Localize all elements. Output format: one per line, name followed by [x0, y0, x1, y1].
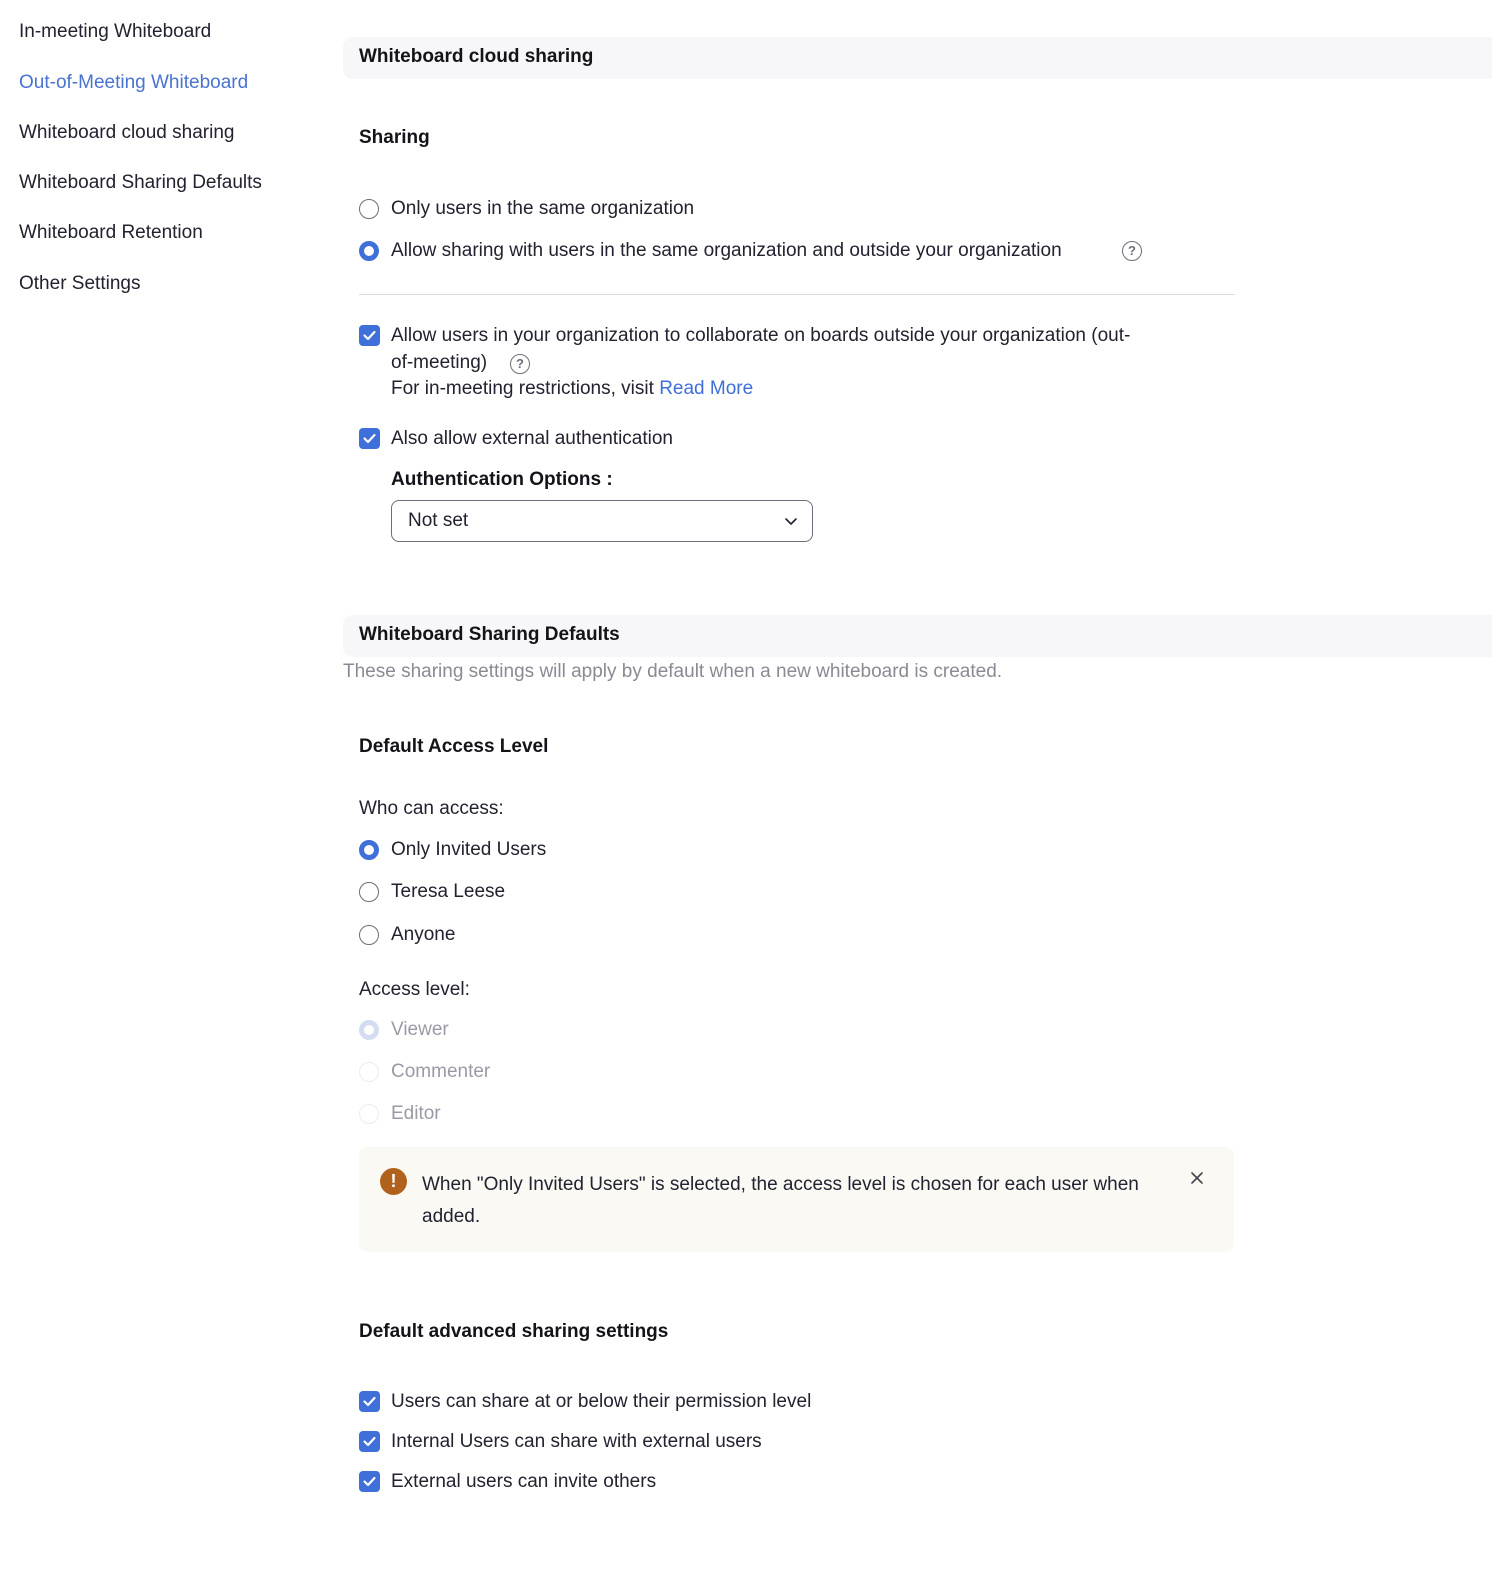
warning-icon: ! [380, 1168, 407, 1195]
auth-options-value: Not set [408, 510, 469, 531]
access-level-label: Access level: [359, 979, 470, 1000]
default-access-level-title: Default Access Level [359, 736, 549, 757]
internal-share-external-checkbox[interactable] [359, 1431, 380, 1452]
external-invite-others-label[interactable]: External users can invite others [391, 1471, 657, 1492]
external-auth-checkbox[interactable] [359, 428, 380, 449]
advanced-sharing-title: Default advanced sharing settings [359, 1321, 669, 1342]
collab-outside-label-line1[interactable]: Allow users in your organization to collaborate on boards outside your organization (out- [391, 325, 1131, 346]
check-icon [362, 431, 377, 446]
sharing-defaults-description: These sharing settings will apply by default when a new whiteboard is created. [343, 661, 1003, 682]
info-alert [359, 1147, 1234, 1252]
radio-anyone[interactable] [359, 925, 379, 945]
radio-outside-organization-label[interactable]: Allow sharing with users in the same organization and outside your organization [391, 240, 1062, 261]
help-icon[interactable]: ? [1122, 241, 1142, 261]
radio-only-invited-users[interactable] [359, 840, 379, 860]
radio-viewer-label: Viewer [391, 1019, 449, 1040]
radio-same-organization-label[interactable]: Only users in the same organization [391, 198, 695, 219]
radio-editor [359, 1104, 379, 1124]
radio-same-organization[interactable] [359, 199, 379, 219]
sharing-title: Sharing [359, 127, 430, 148]
internal-share-external-label[interactable]: Internal Users can share with external users [391, 1431, 762, 1452]
chevron-down-icon [784, 514, 798, 528]
radio-editor-label: Editor [391, 1103, 441, 1124]
read-more-link[interactable]: Read More [659, 378, 754, 399]
cloud-sharing-section-header [343, 37, 1492, 79]
sharing-defaults-section-header [343, 615, 1492, 657]
who-can-access-label: Who can access: [359, 798, 504, 819]
check-icon [362, 328, 377, 343]
close-icon[interactable] [1190, 1171, 1204, 1185]
external-invite-others-checkbox[interactable] [359, 1471, 380, 1492]
auth-options-label: Authentication Options : [391, 469, 613, 490]
sharing-defaults-header-title: Whiteboard Sharing Defaults [359, 624, 620, 645]
sidebar-item-other-settings[interactable]: Other Settings [19, 273, 141, 294]
help-icon[interactable]: ? [510, 354, 530, 374]
radio-teresa-leese[interactable] [359, 882, 379, 902]
radio-only-invited-users-label[interactable]: Only Invited Users [391, 839, 547, 860]
share-permission-level-label[interactable]: Users can share at or below their permission level [391, 1391, 812, 1412]
check-icon [362, 1434, 377, 1449]
check-icon [362, 1394, 377, 1409]
external-auth-label[interactable]: Also allow external authentication [391, 428, 674, 449]
radio-commenter-label: Commenter [391, 1061, 491, 1082]
radio-anyone-label[interactable]: Anyone [391, 924, 456, 945]
sidebar-item-whiteboard-cloud-sharing[interactable]: Whiteboard cloud sharing [19, 122, 235, 143]
sidebar-item-whiteboard-retention[interactable]: Whiteboard Retention [19, 222, 203, 243]
restriction-note [391, 377, 753, 401]
radio-teresa-leese-label[interactable]: Teresa Leese [391, 881, 506, 902]
divider [359, 294, 1235, 295]
share-permission-level-checkbox[interactable] [359, 1391, 380, 1412]
sidebar-item-whiteboard-sharing-defaults[interactable]: Whiteboard Sharing Defaults [19, 172, 262, 193]
sidebar-item-out-of-meeting-whiteboard[interactable]: Out-of-Meeting Whiteboard [19, 72, 249, 93]
restriction-text: For in-meeting restrictions, visit [391, 378, 660, 399]
collab-outside-label-line2[interactable]: of-meeting) [391, 352, 488, 373]
sidebar-item-in-meeting-whiteboard[interactable]: In-meeting Whiteboard [19, 21, 212, 42]
alert-text: When "Only Invited Users" is selected, the access level is chosen for each user when added. [422, 1174, 1139, 1227]
radio-viewer [359, 1020, 379, 1040]
collab-outside-checkbox[interactable] [359, 325, 380, 346]
auth-options-select[interactable] [391, 500, 813, 542]
radio-outside-organization[interactable] [359, 241, 379, 261]
check-icon [362, 1474, 377, 1489]
radio-commenter [359, 1062, 379, 1082]
cloud-sharing-header-title: Whiteboard cloud sharing [359, 46, 594, 67]
